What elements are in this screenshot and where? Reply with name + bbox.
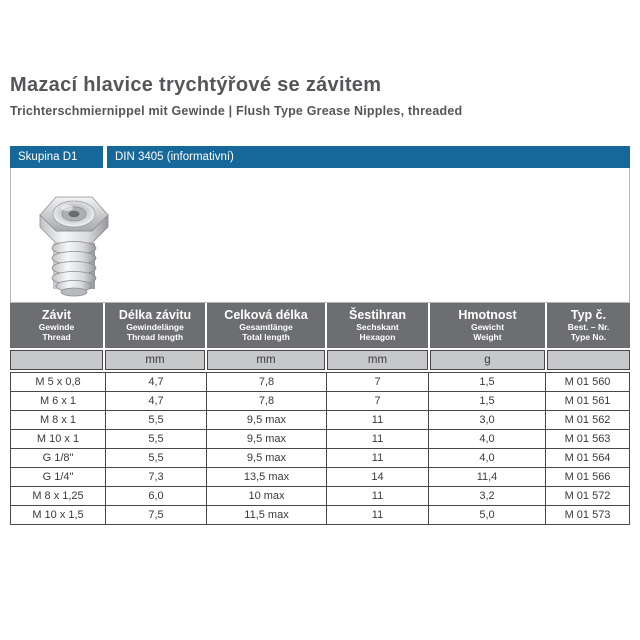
cell-celkova-delka: 7,8 — [207, 392, 326, 410]
cell-zavit: M 8 x 1,25 — [11, 487, 105, 505]
cell-typ-c: M 01 573 — [546, 506, 629, 524]
cell-typ-c: M 01 560 — [546, 373, 629, 391]
group-label: Skupina D1 — [10, 146, 103, 168]
cell-sestihran: 11 — [327, 449, 428, 467]
cell-sestihran: 11 — [327, 430, 428, 448]
cell-typ-c: M 01 561 — [546, 392, 629, 410]
header-label-cz: Délka závitu — [118, 308, 192, 322]
cell-hmotnost: 11,4 — [429, 468, 545, 486]
header-label-de: Gewicht — [470, 322, 505, 332]
cell-zavit: M 10 x 1 — [11, 430, 105, 448]
cell-zavit: M 5 x 0,8 — [11, 373, 105, 391]
column-header-zavit — [10, 303, 103, 348]
header-label-cz: Závit — [41, 308, 72, 322]
cell-zavit: M 10 x 1,5 — [11, 506, 105, 524]
header-label-de: Sechskant — [356, 322, 399, 332]
header-label-en: Weight — [473, 332, 502, 342]
column-header-typ-c — [547, 303, 630, 348]
unit-cell — [547, 350, 630, 370]
cell-typ-c: M 01 563 — [546, 430, 629, 448]
cell-celkova-delka: 9,5 max — [207, 430, 326, 448]
cell-sestihran: 11 — [327, 487, 428, 505]
standard-label: DIN 3405 (informativní) — [107, 146, 630, 168]
cell-hmotnost: 4,0 — [429, 449, 545, 467]
cell-celkova-delka: 10 max — [207, 487, 326, 505]
cell-delka-zavitu: 5,5 — [106, 430, 206, 448]
cell-typ-c: M 01 562 — [546, 411, 629, 429]
cell-hmotnost: 3,0 — [429, 411, 545, 429]
unit-cell: mm — [105, 350, 205, 370]
cell-sestihran: 7 — [327, 373, 428, 391]
grease-nipple-photo-icon — [37, 188, 111, 300]
cell-celkova-delka: 9,5 max — [207, 449, 326, 467]
cell-zavit: M 8 x 1 — [11, 411, 105, 429]
cell-hmotnost: 5,0 — [429, 506, 545, 524]
header-label-en: Thread length — [126, 332, 184, 342]
cell-delka-zavitu: 4,7 — [106, 392, 206, 410]
header-label-cz: Šestihran — [349, 308, 406, 322]
column-header-delka-zavitu — [105, 303, 205, 348]
group-standard-bar — [10, 146, 630, 168]
header-label-en: Thread — [42, 332, 71, 342]
cell-sestihran: 7 — [327, 392, 428, 410]
cell-celkova-delka: 11,5 max — [207, 506, 326, 524]
unit-cell: g — [430, 350, 545, 370]
table-header-row — [10, 303, 630, 348]
cell-zavit: M 6 x 1 — [11, 392, 105, 410]
cell-sestihran: 11 — [327, 506, 428, 524]
page-title: Mazací hlavice trychtýřové se závitem — [10, 74, 382, 96]
header-label-de: Gewinde — [38, 322, 75, 332]
cell-delka-zavitu: 6,0 — [106, 487, 206, 505]
cell-celkova-delka: 7,8 — [207, 373, 326, 391]
column-header-celkova-delka — [207, 303, 325, 348]
page-subtitle: Trichterschmiernippel mit Gewinde | Flush Type Grease Nipples, threaded — [10, 104, 463, 118]
header-label-de: Gewindelänge — [126, 322, 184, 332]
cell-celkova-delka: 13,5 max — [207, 468, 326, 486]
cell-delka-zavitu: 7,5 — [106, 506, 206, 524]
table-units-row — [10, 350, 630, 370]
column-header-sestihran — [327, 303, 428, 348]
header-label-cz: Typ č. — [570, 308, 607, 322]
header-label-de: Best. – Nr. — [567, 322, 610, 332]
header-label-cz: Hmotnost — [458, 308, 517, 322]
header-label-de: Gesamtlänge — [239, 322, 293, 332]
column-header-hmotnost — [430, 303, 545, 348]
cell-delka-zavitu: 4,7 — [106, 373, 206, 391]
cell-sestihran: 14 — [327, 468, 428, 486]
cell-typ-c: M 01 572 — [546, 487, 629, 505]
cell-delka-zavitu: 5,5 — [106, 411, 206, 429]
cell-zavit: G 1/4" — [11, 468, 105, 486]
cell-typ-c: M 01 566 — [546, 468, 629, 486]
cell-hmotnost: 3,2 — [429, 487, 545, 505]
cell-hmotnost: 1,5 — [429, 392, 545, 410]
header-label-en: Total length — [242, 332, 290, 342]
cell-delka-zavitu: 7,3 — [106, 468, 206, 486]
cell-sestihran: 11 — [327, 411, 428, 429]
cell-celkova-delka: 9,5 max — [207, 411, 326, 429]
header-label-cz: Celková délka — [224, 308, 308, 322]
cell-zavit: G 1/8" — [11, 449, 105, 467]
header-label-en: Type No. — [570, 332, 607, 342]
unit-cell: mm — [327, 350, 428, 370]
cell-typ-c: M 01 564 — [546, 449, 629, 467]
cell-delka-zavitu: 5,5 — [106, 449, 206, 467]
product-image-box — [10, 168, 630, 303]
header-label-en: Hexagon — [359, 332, 396, 342]
table-body — [10, 372, 630, 525]
cell-hmotnost: 1,5 — [429, 373, 545, 391]
unit-cell: mm — [207, 350, 325, 370]
unit-cell — [10, 350, 103, 370]
cell-hmotnost: 4,0 — [429, 430, 545, 448]
